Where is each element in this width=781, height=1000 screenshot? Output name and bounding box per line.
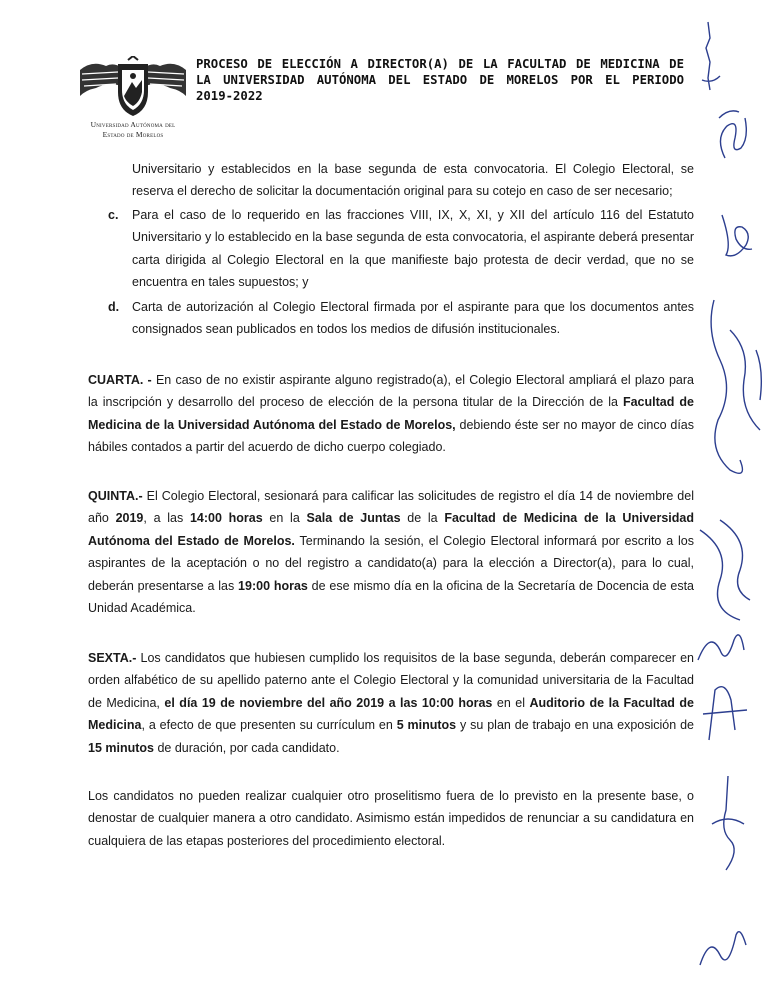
signature-8-icon [700, 770, 756, 880]
quinta-bold-3: Sala de Juntas [306, 511, 401, 526]
sexta-text-4: y su plan de trabajo en una exposición de [456, 718, 694, 733]
quinta-text-1: El Colegio Electoral, sesionará para calificar las solicitudes de registro el día 14 de noviembre del año [88, 489, 694, 526]
quinta-bold-2: 14:00 horas [189, 511, 263, 526]
cuarta-paragraph [88, 369, 694, 459]
sexta-bold-4: 15 minutos [88, 740, 154, 755]
quinta-text-5: Terminando la sesión, el Colegio Electoral informará por escrito a los aspirantes de la aceptación o no del registro a candidato(a) para la elección a Director(a), para lo cual, deberán presentarse a las [88, 533, 694, 593]
list-text-d: Carta de autorización al Colegio Electoral firmada por el aspirante para que los documentos antes consignados sean publicados en todos los medios de difusión institucionales. [132, 300, 694, 337]
section-closing [88, 785, 694, 852]
university-logo-icon [78, 56, 188, 118]
sexta-text-5: de duración, por cada candidato. [154, 740, 340, 755]
sexta-text-2: en el [492, 695, 530, 710]
signature-2-icon [705, 98, 755, 168]
quinta-text-4: de la [400, 511, 445, 526]
cuarta-bold-1: Facultad de Medicina de la Universidad Autónoma del Estado de Morelos, [88, 395, 694, 432]
list-text-c: Para el caso de lo requerido en las fracciones VIII, IX, X, XI, y XII del artículo 116 del Estatuto Universitario y lo establecido en la base segunda de esta convocatoria, el aspirante deberá presentar carta dirigida al Colegio Electoral en la que manifieste bajo protesta de decir verdad, que no se encuentra en tales supuestos; y [132, 208, 694, 290]
section-quinta [88, 485, 694, 619]
signature-1-icon [690, 18, 726, 98]
logo-caption-line1: Universidad Autónoma del [90, 120, 176, 129]
quinta-paragraph [88, 485, 694, 619]
logo-caption [72, 120, 194, 140]
list-item-c [108, 204, 694, 294]
quinta-heading: QUINTA.- [88, 489, 143, 503]
quinta-bold-5: 19:00 horas [238, 578, 308, 593]
quinta-text-2: , a las [143, 511, 190, 526]
document-title: PROCESO DE ELECCIÓN A DIRECTOR(A) DE LA FACULTAD DE MEDICINA DE LA UNIVERSIDAD AUTÓNOMA DEL ESTADO DE MORELOS POR EL PERIODO 2019-2022 [196, 57, 684, 103]
list-item-d [108, 296, 694, 341]
sexta-heading: SEXTA.- [88, 651, 137, 665]
quinta-bold-4: Facultad de Medicina de la Universidad Autónoma del Estado de Morelos. [88, 511, 694, 548]
quinta-bold-1: 2019 [115, 511, 144, 526]
signature-3-icon [712, 205, 760, 265]
cuarta-heading: CUARTA. - [88, 373, 152, 387]
quinta-text-6: de ese mismo día en la oficina de la Secretaría de Docencia de esta Unidad Académica. [88, 578, 694, 616]
section-sexta [88, 647, 694, 759]
signature-9-icon [690, 905, 750, 975]
continuation-paragraph: Universitario y establecidos en la base segunda de esta convocatoria. El Colegio Electoral, se reserva el derecho de solicitar la documentación original para su cotejo en caso de ser necesario; [132, 162, 694, 199]
sexta-bold-1: el día 19 de noviembre del año 2019 a las 10:00 horas [164, 695, 493, 710]
sexta-paragraph [88, 647, 694, 759]
closing-paragraph: Los candidatos no pueden realizar cualquier otro proselitismo fuera de lo previsto en la presente base, o denostar de cualquier manera a otro candidato. Asimismo están impedidos de renunciar a su candidatura en cualquiera de las etapas posteriores del procedimiento electoral. [88, 789, 694, 848]
quinta-text-3: en la [262, 511, 307, 526]
sexta-bold-3: 5 minutos [396, 718, 457, 733]
cuarta-text-2: debiendo éste ser no mayor de cinco días hábiles contados a partir del acuerdo de dicho cuerpo colegiado. [88, 417, 695, 455]
list-c-block [88, 204, 694, 294]
list-d-block [88, 296, 694, 341]
sexta-bold-2: Auditorio de la Facultad de Medicina [88, 695, 694, 733]
list-letter-c: c. [108, 208, 119, 222]
continuation-block [88, 158, 694, 203]
sexta-text-3: , a efecto de que presenten su currículum en [141, 718, 397, 733]
cuarta-text-1: En caso de no existir aspirante alguno registrado(a), el Colegio Electoral ampliará el plazo para la inscripción y desarrollo del proceso de elección de la persona titular de la Dirección de la [88, 373, 694, 410]
logo-caption-line2: Estado de Morelos [102, 130, 164, 139]
section-cuarta [88, 369, 694, 459]
sexta-text-1: Los candidatos que hubiesen cumplido los requisitos de la base segunda, deberán comparecer en orden alfabético de su apellido paterno ante el Colegio Electoral y la comunidad universitaria de la Facultad de Medicina, [88, 651, 694, 710]
signature-4-icon [700, 290, 776, 490]
signature-7-icon [695, 670, 755, 750]
list-letter-d: d. [108, 300, 120, 314]
